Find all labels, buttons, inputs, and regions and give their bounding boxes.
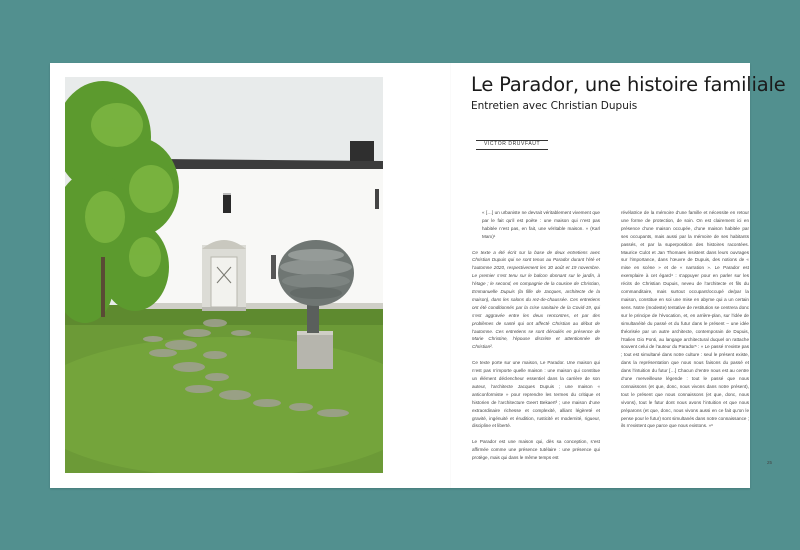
page-gutter: [450, 63, 451, 488]
text-column-right: [621, 209, 749, 438]
epigraph-quote: « […] un urbaniste ne devrait véritablement vivement que par le fait qu’il est poète : une maison qui n’est pas habitée n’est pas, en fait, une véritable maison. » (Karl Marx)¹: [482, 210, 600, 239]
body-paragraph: Le Parador est une maison qui, dès sa conception, s’est affirmée comme une présence tutélaire : une présence qui protège, mais qui dans le même temps est: [472, 439, 600, 461]
intro-paragraph: Ce texte a été écrit sur la base de deux entretiens avec Christian Dupuis qui se sont tenus au Parador durant l’été et l’automne 2020, respectivement les 30 août et 19 novembre. Le premier s’est tenu sur le balcon donnant sur le jardin, à l’étage ; le second, en compagnie de la cousine de Christian, Emmanuelle Dupuis (la fille de Jacques, architecte de la maison), dans les salons du rez-de-chaussée. Ces entretiens ont été conditionnés par la crise sanitaire de la Covid-19, qui s’est aggravée entre les deux rencontres, et par des problèmes de santé qui ont affecté Christian au début de l’automne. Ces entretiens se sont déroulés en présence de Marie Christine, l’épouse discrète et attentionnée de Christian².: [472, 249, 600, 350]
body-paragraph: révélatrice de la mémoire d’une famille et nécessite en retour une forme de protection, de soin. On est clairement ici en présence d’une maison occupée, d’une maison habitée par ses occupants, mais aussi par la mémoire de ses habitants passés, et par la superposition des histoires racontées. Maurice Culot et Jan Thomaes insistent dans leurs ouvrages sur l’importance, dans l’œuvre de Dupuis, des notions de « mise en scène » et de « narration ». Le Parador est exemplaire à cet égard⁴ : s’appuyer pour en parler sur les récits de Christian Dupuis, neveu de l’architecte et fils du commanditaire, mais surtout occupant/occupé de/par la maison, constitue en soi une mise en abyme qui a un certain sens. Notre (modeste) tentative de restitution se centrera donc sur le principe de l’évocation, et, en arrière-plan, sur l’idée de simultanéité du passé et du futur dans le présent – une idée théorisée par un autre architecte, contemporain de Dupuis, l’Italien Gio Ponti, au langage architectural duquel on rattache souvent celui de l’auteur du Parador⁵ : « Le passé n’existe pas ; tout est simultané dans notre culture : seul le présent existe, dans la représentation que nous nous faisons du passé et dans l’intuition du futur […] Chacun d’entre nous est au centre d’une merveilleuse légende : tout le passé que nous connaissons (et que, donc, nous vivons dans notre présent), tout le présent que nous connaissons (et que, donc, nous vivons), tout le futur dont nous avons l’intuition et que nous préparons (et que, donc, nous vivons aussi en ce fait qu’on le pense pour le futur) sont simultanés dans notre connaissance ; ils n’existent que parce que nous existons. »⁶: [621, 210, 749, 429]
author-name: VICTOR DRUVFAUT: [484, 141, 541, 147]
article-subtitle: Entretien avec Christian Dupuis: [471, 100, 638, 112]
author-rule-bottom: [476, 149, 548, 150]
article-title: Le Parador, une histoire familiale: [471, 73, 786, 96]
text-column-left: [472, 209, 600, 470]
page-number: 25: [767, 460, 773, 465]
body-paragraph: Ce texte porte sur une maison, Le Parador. Une maison qui n’est pas n’importe quelle maison : une maison qui constitue un élément déclencheur essentiel dans la carrière de son auteur, l’architecte Jacques Dupuis ; une maison « anticonformiste » pour reprendre les termes du critique et historien de l’architecture Geert Bekaert³ ; une maison d’une extraordinaire richesse et complexité, alliant légèreté et gravité, ingénuité et érudition, rusticité et modernité, rigueur, discipline et liberté.: [472, 360, 600, 429]
book-spread: [50, 63, 786, 488]
photo-villa-sculpture: [65, 77, 383, 473]
